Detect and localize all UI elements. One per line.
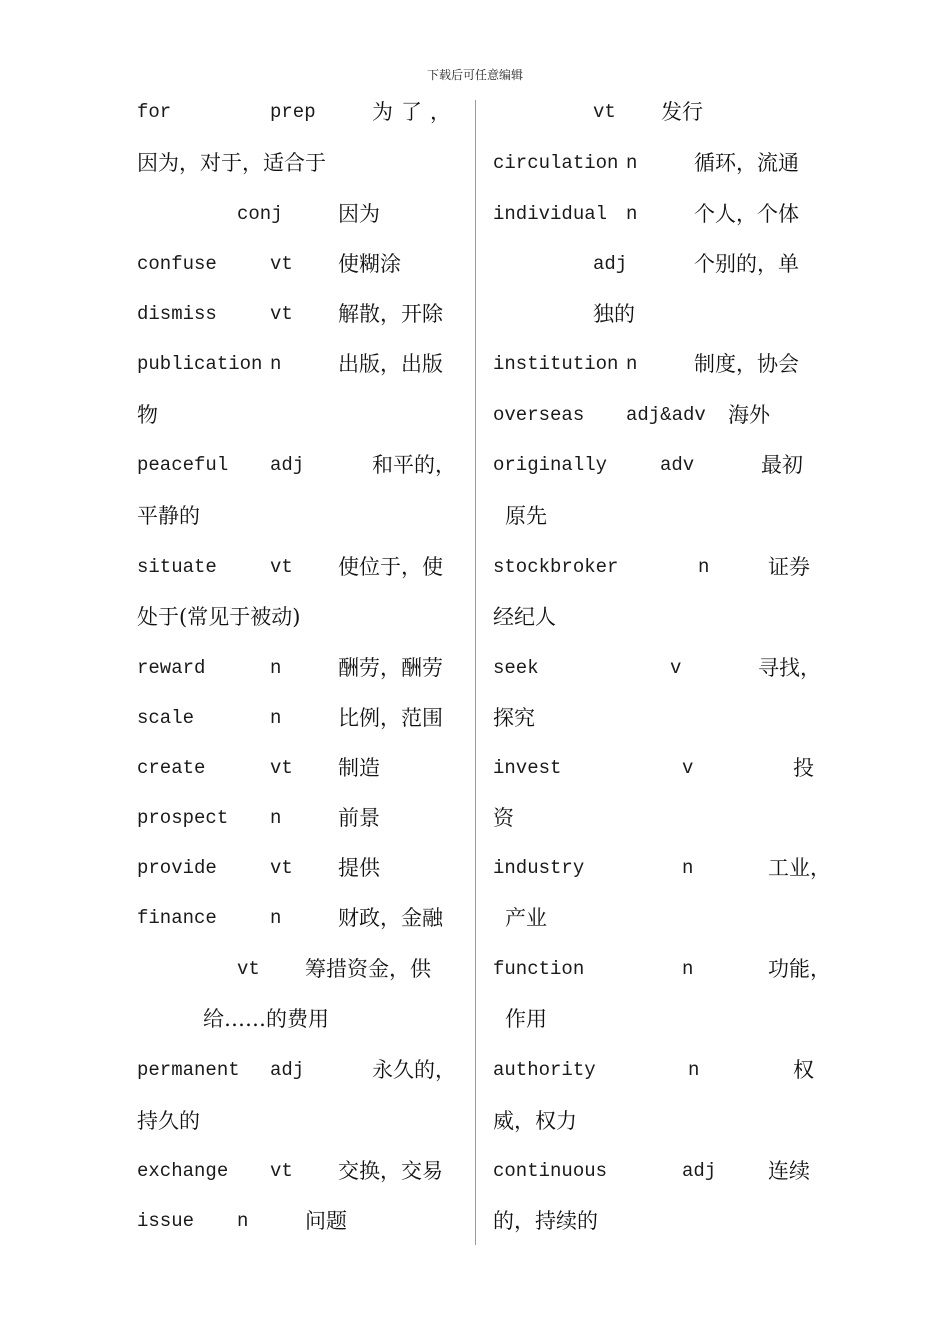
right-entry-text: institution (493, 353, 619, 375)
left-entry-text: vt (270, 757, 293, 779)
left-entry-text: 物 (137, 403, 158, 427)
left-entry-text: n (237, 1210, 249, 1232)
right-entry-text: n (682, 958, 694, 980)
left-entry-text: adj (270, 1059, 305, 1081)
right-entry-text: 海外 (728, 403, 770, 427)
left-entry-text: 使位于，使 (338, 555, 443, 579)
right-entry-text: v (682, 757, 694, 779)
left-entry-text: n (270, 657, 282, 679)
left-entry-text: 提供 (338, 856, 380, 880)
left-entry-text: 制造 (338, 756, 380, 780)
right-entry-text: 个别的，单 (694, 252, 799, 276)
left-entry-text: 筹措资金，供 (305, 957, 431, 981)
left-entry-text: prospect (137, 807, 229, 829)
right-entry-text: adv (660, 454, 695, 476)
right-entry-text: vt (593, 101, 616, 123)
left-entry-text: 因为，对于，适合于 (137, 151, 326, 175)
right-entry-text: 威，权力 (493, 1109, 577, 1133)
left-entry-text: provide (137, 857, 217, 879)
right-entry-text: 证券 (768, 555, 810, 579)
left-entry-text: vt (270, 253, 293, 275)
left-entry-text: peaceful (137, 454, 229, 476)
right-entry-text: v (670, 657, 682, 679)
right-entry-text: n (626, 152, 638, 174)
left-entry-text: confuse (137, 253, 217, 275)
left-entry-text: dismiss (137, 303, 217, 325)
right-entry-text: invest (493, 757, 562, 779)
right-entry-text: 个人，个体 (694, 202, 799, 226)
right-entry-text: 投 (793, 756, 814, 780)
left-entry-text: conj (237, 203, 283, 225)
right-entry-text: 资 (493, 806, 514, 830)
right-entry-text: n (626, 353, 638, 375)
column-divider (475, 100, 476, 1245)
left-entry-text: vt (270, 1160, 293, 1182)
right-entry-text: circulation (493, 152, 619, 174)
left-entry-text: 解散，开除 (338, 302, 443, 326)
right-entry-text: 独的 (593, 302, 635, 326)
right-entry-text: 发行 (661, 100, 703, 124)
right-entry-text: 权 (793, 1058, 814, 1082)
left-entry-text: 交换，交易 (338, 1159, 443, 1183)
left-entry-text: 出版，出版 (338, 352, 443, 376)
right-entry-text: seek (493, 657, 539, 679)
right-entry-text: n (682, 857, 694, 879)
right-entry-text: 探究 (493, 706, 535, 730)
right-entry-text: 作用 (505, 1007, 547, 1031)
left-entry-text: publication (137, 353, 263, 375)
right-entry-text: 工业， (768, 856, 831, 880)
left-entry-text: vt (270, 556, 293, 578)
left-entry-text: for (137, 101, 172, 123)
left-entry-text: exchange (137, 1160, 229, 1182)
right-entry-text: originally (493, 454, 608, 476)
right-entry-text: industry (493, 857, 585, 879)
left-entry-text: prep (270, 101, 316, 123)
left-entry-text: n (270, 707, 282, 729)
left-entry-text: adj (270, 454, 305, 476)
right-entry-text: adj (593, 253, 628, 275)
right-entry-text: n (698, 556, 710, 578)
left-entry-text: 永久的， (372, 1058, 456, 1082)
left-entry-text: 问题 (305, 1209, 347, 1233)
left-entry-text: n (270, 907, 282, 929)
left-entry-text: permanent (137, 1059, 240, 1081)
left-entry-text: 为了， (372, 100, 459, 124)
page-header: 下载后可任意编辑 (426, 68, 523, 82)
left-entry-text: 给……的费用 (203, 1007, 329, 1031)
left-entry-text: issue (137, 1210, 195, 1232)
left-entry-text: vt (270, 303, 293, 325)
left-entry-text: n (270, 353, 282, 375)
left-entry-text: reward (137, 657, 206, 679)
right-entry-text: function (493, 958, 585, 980)
left-entry-text: 酬劳，酬劳 (338, 656, 443, 680)
left-entry-text: scale (137, 707, 195, 729)
right-entry-text: 循环，流通 (694, 151, 799, 175)
right-entry-text: 寻找， (758, 656, 821, 680)
left-entry-text: situate (137, 556, 217, 578)
right-entry-text: adj&adv (626, 404, 706, 426)
left-entry-text: 平静的 (137, 504, 200, 528)
right-entry-text: individual (493, 203, 608, 225)
right-entry-text: 制度，协会 (694, 352, 799, 376)
left-entry-text: n (270, 807, 282, 829)
right-entry-text: 的，持续的 (493, 1209, 598, 1233)
left-entry-text: 财政，金融 (338, 906, 443, 930)
right-entry-text: 功能， (768, 957, 831, 981)
right-entry-text: n (688, 1059, 700, 1081)
left-entry-text: 和平的， (372, 453, 456, 477)
right-entry-text: 最初 (761, 453, 803, 477)
left-entry-text: 比例，范围 (338, 706, 443, 730)
right-entry-text: stockbroker (493, 556, 619, 578)
left-entry-text: vt (237, 958, 260, 980)
left-entry-text: 因为 (338, 202, 380, 226)
right-entry-text: 产业 (505, 906, 547, 930)
right-entry-text: n (626, 203, 638, 225)
right-entry-text: authority (493, 1059, 596, 1081)
right-entry-text: 连续 (768, 1159, 810, 1183)
left-entry-text: 前景 (338, 806, 380, 830)
right-entry-text: 原先 (505, 504, 547, 528)
left-entry-text: create (137, 757, 206, 779)
left-entry-text: finance (137, 907, 217, 929)
right-entry-text: continuous (493, 1160, 608, 1182)
left-entry-text: 持久的 (137, 1109, 200, 1133)
right-entry-text: overseas (493, 404, 585, 426)
left-entry-text: 处于(常见于被动) (137, 605, 301, 629)
right-entry-text: 经纪人 (493, 605, 556, 629)
right-entry-text: adj (682, 1160, 717, 1182)
left-entry-text: 使糊涂 (338, 252, 401, 276)
left-entry-text: vt (270, 857, 293, 879)
